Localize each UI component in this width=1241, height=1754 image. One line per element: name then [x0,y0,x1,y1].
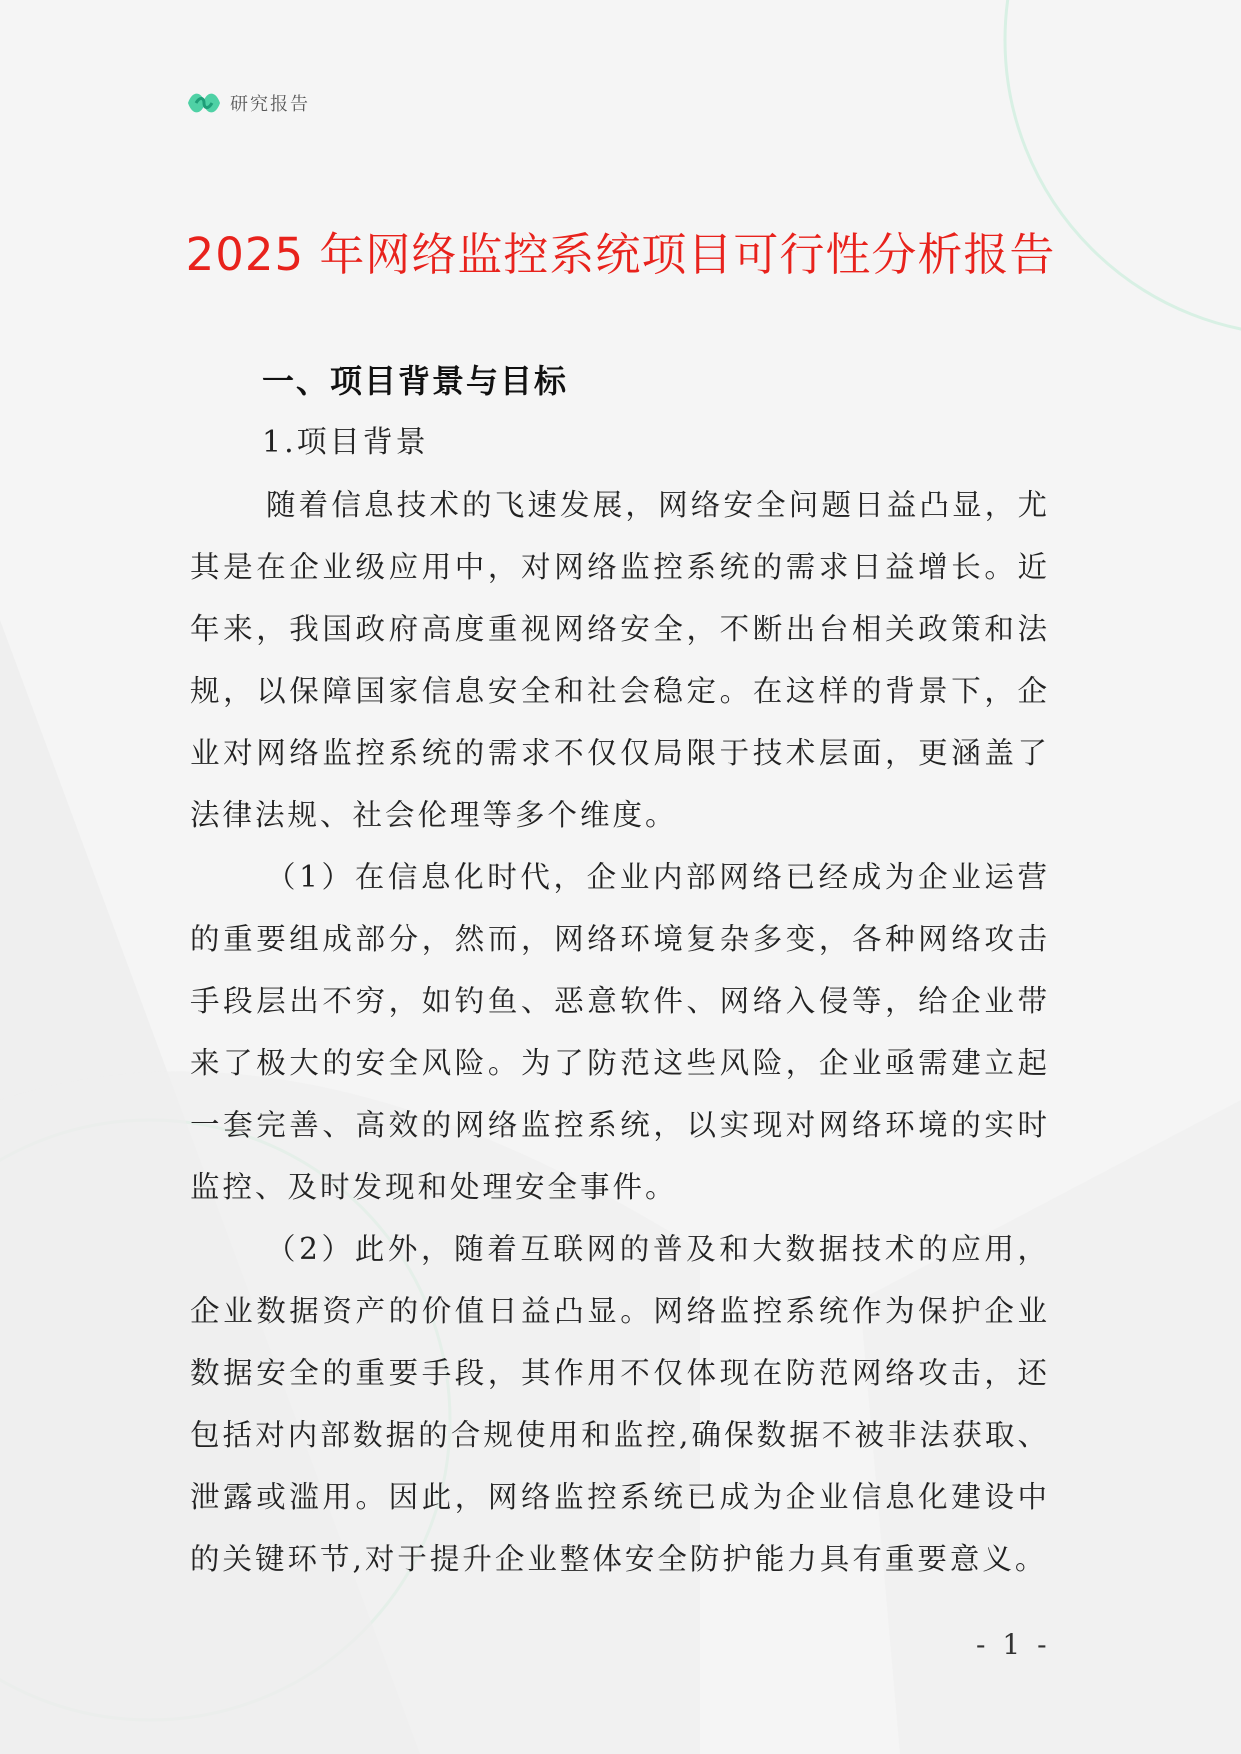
report-logo [186,88,310,118]
section-heading: 一、项目背景与目标 [262,362,569,400]
page-number: - 1 - [976,1628,1051,1661]
report-label: 研究报告 [230,94,310,115]
paragraph-point-2: （2）此外，随着互联网的普及和大数据技术的应用，企业数据资产的价值日益凸显。网络监控系统作为保护企业数据安全的重要手段，其作用不仅体现在防范网络攻击，还包括对内部数据的合规使用和监控,确保数据不被非法获取、泄露或滥用。因此，网络监控系统已成为企业信息化建设中的关键环节,对于提升企业整体安全防护能力具有重要意义。 [190,1232,1050,1576]
paragraph-point-1: （1）在信息化时代，企业内部网络已经成为企业运营的重要组成部分，然而，网络环境复杂多变，各种网络攻击手段层出不穷，如钓鱼、恶意软件、网络入侵等，给企业带来了极大的安全风险。为了防范这些风险，企业亟需建立起一套完善、高效的网络监控系统，以实现对网络环境的实时监控、及时发现和处理安全事件。 [190,860,1050,1204]
leaf-logo-icon [186,88,222,118]
document-title: 2025 年网络监控系统项目可行性分析报告 [185,228,1056,281]
document-body [190,350,1050,1590]
paragraph-intro: 随着信息技术的飞速发展，网络安全问题日益凸显，尤其是在企业级应用中，对网络监控系统的需求日益增长。近年来，我国政府高度重视网络安全，不断出台相关政策和法规，以保障国家信息安全和社会稳定。在这样的背景下，企业对网络监控系统的需求不仅仅局限于技术层面，更涵盖了法律法规、社会伦理等多个维度。 [190,488,1050,832]
subsection-heading: 1.项目背景 [262,425,429,460]
